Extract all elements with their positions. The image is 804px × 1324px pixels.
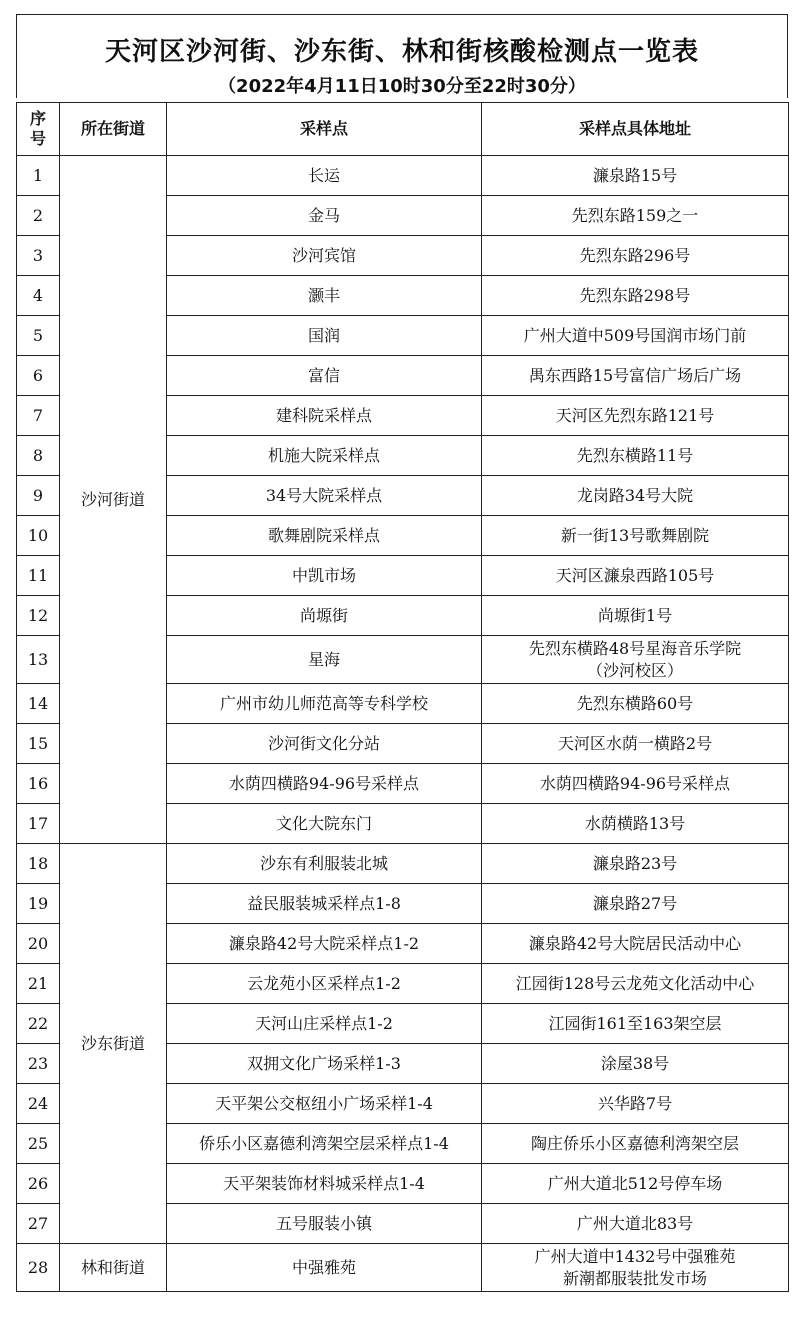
- row-number: 21: [17, 964, 60, 1004]
- sampling-site: 建科院采样点: [167, 396, 482, 436]
- address-line: 广州大道北83号: [576, 1213, 694, 1233]
- sampling-site: 国润: [167, 316, 482, 356]
- address-line: 先烈东路298号: [579, 285, 691, 305]
- sampling-site: 长运: [167, 156, 482, 196]
- sampling-site: 富信: [167, 356, 482, 396]
- site-address: [482, 884, 789, 924]
- row-number: 1: [17, 156, 60, 196]
- address-line: 兴华路7号: [597, 1093, 673, 1113]
- site-address: [482, 764, 789, 804]
- site-address: [482, 556, 789, 596]
- sampling-site: 天河山庄采样点1-2: [167, 1004, 482, 1044]
- table-row: [17, 1244, 789, 1292]
- address-line: 尚塬街1号: [597, 605, 673, 625]
- sampling-site: 歌舞剧院采样点: [167, 516, 482, 556]
- row-number: 24: [17, 1084, 60, 1124]
- site-address: [482, 804, 789, 844]
- address-line: 天河区先烈东路121号: [555, 405, 715, 425]
- address-line: 先烈东横路60号: [576, 693, 694, 713]
- address-line: 广州大道中509号国润市场门前: [523, 325, 747, 345]
- site-address: [482, 844, 789, 884]
- sampling-site: 尚塬街: [167, 596, 482, 636]
- row-number: 5: [17, 316, 60, 356]
- table-row: [17, 156, 789, 196]
- row-number: 20: [17, 924, 60, 964]
- site-address: [482, 724, 789, 764]
- address-line: 广州大道中1432号中强雅苑: [534, 1246, 736, 1266]
- site-address: [482, 1164, 789, 1204]
- address-line: 濂泉路23号: [592, 853, 678, 873]
- sampling-site: 天平架公交枢纽小广场采样1-4: [167, 1084, 482, 1124]
- sampling-site: 金马: [167, 196, 482, 236]
- row-number: 16: [17, 764, 60, 804]
- row-number: 2: [17, 196, 60, 236]
- sampling-site: 沙河街文化分站: [167, 724, 482, 764]
- site-address: [482, 1044, 789, 1084]
- table-body: [17, 156, 789, 1292]
- site-address: [482, 924, 789, 964]
- sampling-site: 双拥文化广场采样1-3: [167, 1044, 482, 1084]
- address-line: 濂泉路42号大院居民活动中心: [528, 933, 742, 953]
- site-address: [482, 516, 789, 556]
- row-number: 12: [17, 596, 60, 636]
- sampling-site: 沙东有利服装北城: [167, 844, 482, 884]
- site-address: [482, 436, 789, 476]
- address-line: 江园街128号云龙苑文化活动中心: [515, 973, 755, 993]
- sampling-site: 益民服装城采样点1-8: [167, 884, 482, 924]
- address-line: 陶庄侨乐小区嘉德利湾架空层: [530, 1133, 739, 1153]
- title-box: [16, 14, 788, 98]
- address-line: 涂屋38号: [600, 1053, 670, 1073]
- header-address: 采样点具体地址: [482, 103, 789, 156]
- sampling-site: 侨乐小区嘉德利湾架空层采样点1-4: [167, 1124, 482, 1164]
- address-line: 濂泉路15号: [592, 165, 678, 185]
- site-address: [482, 964, 789, 1004]
- row-number: 8: [17, 436, 60, 476]
- sampling-site: 沙河宾馆: [167, 236, 482, 276]
- table-header-row: [17, 103, 789, 156]
- row-number: 3: [17, 236, 60, 276]
- row-number: 27: [17, 1204, 60, 1244]
- sampling-site: 34号大院采样点: [167, 476, 482, 516]
- row-number: 23: [17, 1044, 60, 1084]
- address-line: 先烈东横路11号: [576, 445, 694, 465]
- site-address: [482, 1204, 789, 1244]
- address-line: 先烈东横路48号星海音乐学院: [528, 638, 742, 658]
- address-line: 水荫横路13号: [584, 813, 686, 833]
- row-number: 25: [17, 1124, 60, 1164]
- site-address: [482, 476, 789, 516]
- sampling-site: 五号服装小镇: [167, 1204, 482, 1244]
- site-address: [482, 396, 789, 436]
- row-number: 6: [17, 356, 60, 396]
- row-number: 15: [17, 724, 60, 764]
- page-title: 天河区沙河街、沙东街、林和街核酸检测点一览表: [104, 37, 699, 67]
- sampling-site: 机施大院采样点: [167, 436, 482, 476]
- address-line: 先烈东路159之一: [571, 205, 699, 225]
- site-address: [482, 1004, 789, 1044]
- site-address: [482, 196, 789, 236]
- address-line: 天河区水荫一横路2号: [557, 733, 713, 753]
- sampling-site: 星海: [167, 636, 482, 684]
- row-number: 18: [17, 844, 60, 884]
- row-number: 4: [17, 276, 60, 316]
- row-number: 9: [17, 476, 60, 516]
- row-number: 13: [17, 636, 60, 684]
- address-line: 濂泉路27号: [592, 893, 678, 913]
- sampling-site: 中凯市场: [167, 556, 482, 596]
- sampling-site: 广州市幼儿师范高等专科学校: [167, 684, 482, 724]
- address-line: 新潮都服装批发市场: [562, 1268, 707, 1288]
- site-address: [482, 1124, 789, 1164]
- address-line: 新一街13号歌舞剧院: [560, 525, 710, 545]
- site-address: [482, 356, 789, 396]
- page-subtitle: （2022年4月11日10时30分至22时30分）: [218, 76, 586, 97]
- address-line: 天河区濂泉西路105号: [555, 565, 715, 585]
- header-seq: [17, 103, 60, 156]
- row-number: 19: [17, 884, 60, 924]
- address-line: 先烈东路296号: [579, 245, 691, 265]
- address-line: 禺东西路15号富信广场后广场: [528, 365, 742, 385]
- site-address: [482, 1084, 789, 1124]
- header-site: 采样点: [167, 103, 482, 156]
- header-seq-line2: 号: [29, 129, 46, 148]
- sampling-site: 中强雅苑: [167, 1244, 482, 1292]
- street-name: 林和街道: [60, 1244, 167, 1292]
- row-number: 17: [17, 804, 60, 844]
- row-number: 7: [17, 396, 60, 436]
- row-number: 11: [17, 556, 60, 596]
- site-address: [482, 316, 789, 356]
- site-address: [482, 1244, 789, 1292]
- sampling-site: 天平架装饰材料城采样点1-4: [167, 1164, 482, 1204]
- street-name: 沙河街道: [60, 156, 167, 844]
- sampling-site: 文化大院东门: [167, 804, 482, 844]
- site-address: [482, 636, 789, 684]
- sampling-site: 水荫四横路94-96号采样点: [167, 764, 482, 804]
- row-number: 22: [17, 1004, 60, 1044]
- address-line: 水荫四横路94-96号采样点: [539, 773, 731, 793]
- site-address: [482, 596, 789, 636]
- address-line: 龙岗路34号大院: [576, 485, 694, 505]
- address-line: 广州大道北512号停车场: [547, 1173, 723, 1193]
- testing-sites-table: [16, 102, 789, 1292]
- row-number: 28: [17, 1244, 60, 1292]
- street-name: 沙东街道: [60, 844, 167, 1244]
- table-row: [17, 844, 789, 884]
- sampling-site: 濂泉路42号大院采样点1-2: [167, 924, 482, 964]
- sampling-site: 云龙苑小区采样点1-2: [167, 964, 482, 1004]
- row-number: 10: [17, 516, 60, 556]
- row-number: 26: [17, 1164, 60, 1204]
- address-line: （沙河校区）: [586, 660, 683, 680]
- site-address: [482, 276, 789, 316]
- site-address: [482, 236, 789, 276]
- address-line: 江园街161至163架空层: [548, 1013, 722, 1033]
- header-seq-line1: 序: [29, 109, 46, 128]
- row-number: 14: [17, 684, 60, 724]
- site-address: [482, 684, 789, 724]
- sampling-site: 灏丰: [167, 276, 482, 316]
- header-street: 所在街道: [60, 103, 167, 156]
- site-address: [482, 156, 789, 196]
